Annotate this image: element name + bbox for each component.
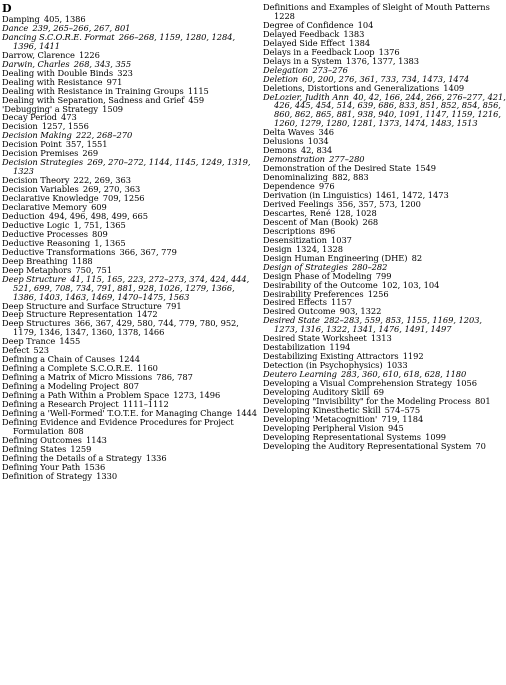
entry-list-left bbox=[2, 15, 260, 481]
index-page-refs: 128, 1028 bbox=[334, 207, 377, 218]
index-page-refs: 82 bbox=[411, 252, 423, 263]
index-term: Dealing with Resistance in Training Groups bbox=[2, 85, 184, 96]
index-page-refs: 1324, 1328 bbox=[295, 243, 343, 254]
index-page-refs: 1188 bbox=[71, 255, 93, 266]
index-term: Decision Premises bbox=[2, 148, 79, 159]
index-page-refs: 405, 1386 bbox=[43, 14, 86, 24]
index-column-right bbox=[263, 3, 506, 451]
index-term: Darwin, Charles bbox=[2, 58, 70, 69]
index-term: Decay Period bbox=[2, 112, 57, 123]
index-page-refs: 750, 751 bbox=[75, 264, 112, 275]
index-entry bbox=[263, 93, 506, 129]
index-term: Design bbox=[263, 243, 292, 254]
index-page-refs: 104 bbox=[357, 19, 374, 30]
index-term: Defining Your Path bbox=[2, 461, 81, 472]
index-page-refs: 366, 367, 429, 580, 744, 779, 780, 952, 1179, 1346, 1347, 1360, 1378, 1466 bbox=[13, 318, 239, 338]
index-page-refs: 609 bbox=[91, 202, 107, 213]
index-term: Defining a Modeling Project bbox=[2, 381, 120, 392]
index-page-refs: 42, 834 bbox=[300, 145, 333, 156]
index-term: Deutero Learning bbox=[263, 369, 337, 380]
index-term: Denominalizing bbox=[263, 172, 328, 183]
index-term: Design Phase of Modeling bbox=[263, 270, 372, 281]
index-entry bbox=[263, 442, 506, 451]
index-term: Desired State Worksheet bbox=[263, 333, 367, 344]
index-term: Defining a Path Within a Problem Space bbox=[2, 390, 170, 401]
index-page-refs: 1056 bbox=[456, 378, 477, 389]
index-page-refs: 882, 883 bbox=[332, 172, 369, 183]
index-page-refs: 903, 1322 bbox=[339, 306, 382, 317]
index-page-refs: 459 bbox=[188, 94, 205, 105]
index-term: Decision Strategies bbox=[2, 157, 84, 168]
index-term: Derivation (in Linguistics) bbox=[263, 190, 372, 201]
index-term: Design of Strategies bbox=[263, 261, 348, 272]
index-page-refs: 1257, 1556 bbox=[41, 121, 89, 132]
index-term: Deep Breathing bbox=[2, 255, 68, 266]
index-term: Demonstration of the Desired State bbox=[263, 163, 411, 174]
index-term: Developing a Visual Comprehension Strategy bbox=[263, 378, 452, 389]
index-page-refs: 1330 bbox=[96, 470, 118, 481]
index-entry bbox=[263, 316, 506, 334]
index-term: Defining a Chain of Causes bbox=[2, 354, 115, 365]
index-page-refs: 976 bbox=[318, 181, 335, 192]
index-term: Darrow, Clarence bbox=[2, 49, 75, 60]
index-term: Deep Trance bbox=[2, 336, 56, 347]
index-term: Dependence bbox=[263, 181, 315, 192]
index-page-refs: 60, 200, 276, 361, 733, 734, 1473, 1474 bbox=[302, 73, 470, 84]
index-term: Deletion bbox=[263, 73, 299, 84]
index-entry bbox=[2, 418, 260, 436]
index-column-left bbox=[2, 3, 260, 481]
index-term: Desirability Preferences bbox=[263, 288, 364, 299]
index-term: 'Debugging' a Strategy bbox=[2, 103, 99, 114]
index-page-refs: 1256 bbox=[367, 288, 389, 299]
index-term: Declarative Memory bbox=[2, 202, 87, 213]
index-page-refs: 1, 1365 bbox=[94, 237, 126, 248]
index-term: Delays in a System bbox=[263, 55, 342, 66]
index-page-refs: 1192 bbox=[402, 351, 424, 362]
index-term: Derived Feelings bbox=[263, 198, 334, 209]
index-page-refs: 1509 bbox=[102, 103, 124, 114]
index-term: Dealing with Separation, Sadness and Grief bbox=[2, 94, 185, 105]
index-term: Deep Structures bbox=[2, 318, 71, 329]
index-page-refs: 273–276 bbox=[312, 64, 348, 75]
index-term: Dealing with Resistance bbox=[2, 76, 103, 87]
index-page-refs: 1194 bbox=[329, 342, 351, 353]
index-page-refs: 1383 bbox=[343, 28, 365, 39]
index-term: Developing 'Metacognition' bbox=[263, 413, 378, 424]
index-page-refs: 323 bbox=[117, 67, 133, 78]
index-page-refs: 786, 787 bbox=[156, 372, 193, 383]
index-page-refs: 1259 bbox=[70, 443, 92, 454]
index-entry bbox=[2, 472, 260, 481]
index-term: Decision Variables bbox=[2, 184, 79, 195]
index-entry bbox=[2, 275, 260, 302]
index-page-refs: 268, 343, 355 bbox=[73, 58, 132, 69]
index-term: Desired Outcome bbox=[263, 306, 336, 317]
index-term: Design Human Engineering (DHE) bbox=[263, 252, 408, 263]
index-term: Defining a Matrix of Micro Missions bbox=[2, 372, 153, 383]
index-page-refs: 102, 103, 104 bbox=[381, 279, 440, 290]
index-term: Defining the Details of a Strategy bbox=[2, 452, 142, 463]
index-page-refs: 1033 bbox=[386, 360, 408, 371]
index-page-refs: 69 bbox=[373, 386, 384, 397]
index-page-refs: 1157 bbox=[331, 297, 352, 308]
index-page-refs: 709, 1256 bbox=[102, 193, 145, 204]
index-term: Degree of Confidence bbox=[263, 19, 354, 30]
index-entry bbox=[2, 158, 260, 176]
index-term: Deductive Reasoning bbox=[2, 237, 91, 248]
index-term: Decision Point bbox=[2, 139, 62, 150]
index-page-refs: 239, 265–266, 267, 801 bbox=[32, 22, 131, 33]
index-page-refs: 1455 bbox=[59, 336, 81, 347]
index-page-refs: 280–282 bbox=[351, 261, 388, 272]
index-page-refs: 366, 367, 779 bbox=[119, 246, 177, 257]
index-term: Delegation bbox=[263, 64, 309, 75]
index-page-refs: 809 bbox=[92, 228, 108, 239]
index-term: Desired State bbox=[263, 315, 320, 326]
index-term: Decision Theory bbox=[2, 175, 70, 186]
index-page-refs: 1034 bbox=[307, 136, 329, 147]
index-term: Delayed Feedback bbox=[263, 28, 340, 39]
index-page-refs: 1409 bbox=[443, 82, 465, 93]
index-term: Decision Making bbox=[2, 130, 72, 141]
index-term: Developing Kinesthetic Skill bbox=[263, 404, 381, 415]
index-entry bbox=[2, 319, 260, 337]
index-term: Declarative Knowledge bbox=[2, 193, 99, 204]
index-term: Defining a Complete S.C.O.R.E. bbox=[2, 363, 133, 374]
index-term: Destabilizing Existing Attractors bbox=[263, 351, 399, 362]
index-term: Deduction bbox=[2, 210, 45, 221]
index-term: Deductive Processes bbox=[2, 228, 88, 239]
section-letter: D bbox=[2, 2, 12, 15]
index-term: Deep Metaphors bbox=[2, 264, 72, 275]
index-page-refs: 791 bbox=[165, 300, 182, 311]
index-page-refs: 1115 bbox=[187, 85, 209, 96]
index-term: Desirability of the Outcome bbox=[263, 279, 378, 290]
index-page-refs: 1160 bbox=[136, 363, 158, 374]
index-term: Dancing S.C.O.R.E. Format bbox=[2, 31, 115, 42]
index-term: Decision bbox=[2, 121, 38, 132]
index-page-refs: 1313 bbox=[370, 333, 392, 344]
index-page-refs: 1228 bbox=[274, 10, 295, 21]
index-page-refs: 896 bbox=[319, 225, 336, 236]
index-page-refs: 1384 bbox=[349, 37, 371, 48]
index-page-refs: 357, 1551 bbox=[65, 139, 108, 150]
index-page-refs: 282–283, 559, 853, 1155, 1169, 1203, 1273, 1316, 1322, 1341, 1476, 1491, 1497 bbox=[274, 315, 483, 335]
index-page-refs: 494, 496, 498, 499, 665 bbox=[48, 210, 148, 221]
index-term: Detection (in Psychophysics) bbox=[263, 360, 383, 371]
entry-list-right bbox=[263, 3, 506, 451]
index-term: Developing the Auditory Representational System bbox=[263, 440, 472, 451]
index-term: Dance bbox=[2, 22, 29, 33]
index-page-refs: 1143 bbox=[86, 434, 107, 445]
index-term: Deletions, Distortions and Generalizations bbox=[263, 82, 440, 93]
index-page-refs: 1376, 1377, 1383 bbox=[345, 55, 420, 66]
index-page-refs: 266–268, 1159, 1280, 1284, 1396, 1411 bbox=[13, 31, 236, 51]
index-page-refs: 807 bbox=[123, 381, 139, 392]
index-term: Defect bbox=[2, 345, 30, 356]
index-page-refs: 1461, 1472, 1473 bbox=[375, 190, 449, 201]
index-term: Demons bbox=[263, 145, 297, 156]
index-term: Defining a 'Well-Formed' T.O.T.E. for Managing Change bbox=[2, 407, 232, 418]
index-term: Dealing with Double Binds bbox=[2, 67, 114, 78]
index-page-refs: 523 bbox=[33, 345, 50, 356]
index-term: Descent of Man (Book) bbox=[263, 216, 359, 227]
index-page-refs: 277–280 bbox=[329, 154, 365, 165]
index-term: Definition of Strategy bbox=[2, 470, 93, 481]
index-page-refs: 1037 bbox=[330, 234, 352, 245]
index-page-refs: 269 bbox=[82, 148, 99, 159]
index-page-refs: 70 bbox=[475, 440, 486, 451]
index-page-refs: 41, 115, 165, 223, 272–273, 374, 424, 444, 521, 699, 708, 734, 791, 881, 928, 1026, 1279, 1366, 1386, 1403, 1463, 1469, 1470–1475, 1563 bbox=[13, 273, 250, 302]
index-page-refs: 971 bbox=[106, 76, 123, 87]
index-page-refs: 719, 1184 bbox=[381, 413, 424, 424]
index-page-refs: 269, 270, 363 bbox=[82, 184, 141, 195]
index-page-refs: 40, 42, 166, 244, 266, 276–277, 421, 426, 445, 454, 514, 639, 686, 833, 851, 852, 854, 856, 860, 862, 865, 881, 938, 940, 1091, 1147, 1159, 1216, 1260, 1279, 1280, 1281, 1373, 1474, 1483, 1513 bbox=[274, 91, 506, 129]
index-term: Deductive Transformations bbox=[2, 246, 116, 257]
index-term: Defining Outcomes bbox=[2, 434, 82, 445]
index-page-refs: 1336 bbox=[145, 452, 167, 463]
index-page-refs: 945 bbox=[388, 422, 404, 433]
index-page-refs: 1111–1112 bbox=[122, 398, 169, 409]
index-term: Delays in a Feedback Loop bbox=[263, 46, 375, 57]
index-term: Deductive Logic bbox=[2, 219, 70, 230]
index-term: Delusions bbox=[263, 136, 304, 147]
index-page-refs: 268 bbox=[362, 216, 379, 227]
index-term: Developing Auditory Skill bbox=[263, 386, 370, 397]
index-page-refs: 473 bbox=[61, 112, 77, 123]
index-term: Desensitization bbox=[263, 234, 327, 245]
index-page-refs: 346 bbox=[318, 127, 334, 138]
index-term: Delayed Side Effect bbox=[263, 37, 346, 48]
index-page-refs: 1, 751, 1365 bbox=[73, 219, 126, 230]
index-term: Demonstration bbox=[263, 154, 325, 165]
index-page-refs: 1472 bbox=[136, 309, 158, 320]
index-term: Definitions and Examples of Sleight of Mouth Patterns bbox=[263, 2, 490, 12]
index-term: Developing Peripheral Vision bbox=[263, 422, 384, 433]
index-page-refs: 283, 360, 610, 618, 628, 1180 bbox=[341, 369, 467, 380]
index-page-refs: 808 bbox=[67, 425, 84, 436]
index-page-refs: 1226 bbox=[78, 49, 100, 60]
index-page-refs: 269, 270–272, 1144, 1145, 1249, 1319, 1323 bbox=[13, 157, 251, 177]
index-page-refs: 1244 bbox=[119, 354, 140, 365]
index-term: Damping bbox=[2, 14, 40, 24]
index-page-refs: 799 bbox=[375, 270, 392, 281]
index-term: Descartes, René bbox=[263, 207, 331, 218]
index-term: Developing Representational Systems bbox=[263, 431, 422, 442]
index-page-refs: 1444 bbox=[236, 407, 258, 418]
index-page-refs: 1099 bbox=[425, 431, 447, 442]
index-page-refs: 356, 357, 573, 1200 bbox=[337, 198, 421, 209]
index-term: Deep Structure and Surface Structure bbox=[2, 300, 162, 311]
index-term: Defining States bbox=[2, 443, 67, 454]
index-term: Descriptions bbox=[263, 225, 316, 236]
index-term: Destabilization bbox=[263, 342, 326, 353]
index-term: Defining a Research Project bbox=[2, 398, 119, 409]
index-page-refs: 222, 268–270 bbox=[75, 130, 133, 141]
index-term: Developing "Invisibility" for the Modeling Process bbox=[263, 395, 471, 406]
index-term: Deep Structure bbox=[2, 273, 67, 284]
index-page-refs: 1273, 1496 bbox=[173, 390, 221, 401]
index-page-refs: 1376 bbox=[378, 46, 400, 57]
index-page-refs: 1536 bbox=[84, 461, 106, 472]
index-term: Deep Structure Representation bbox=[2, 309, 133, 320]
index-term: Desired Effects bbox=[263, 297, 327, 308]
index-entry bbox=[2, 33, 260, 51]
index-term: Defining Evidence and Evidence Procedures for Project Formulation bbox=[2, 416, 234, 436]
index-page-refs: 801 bbox=[474, 395, 491, 406]
index-term: DeLozier, Judith Ann bbox=[263, 91, 349, 102]
index-page-refs: 1549 bbox=[415, 163, 437, 174]
index-page-refs: 574–575 bbox=[384, 404, 421, 415]
index-entry bbox=[263, 3, 506, 21]
index-term: Delta Waves bbox=[263, 127, 315, 138]
index-page-refs: 222, 269, 363 bbox=[73, 175, 131, 186]
